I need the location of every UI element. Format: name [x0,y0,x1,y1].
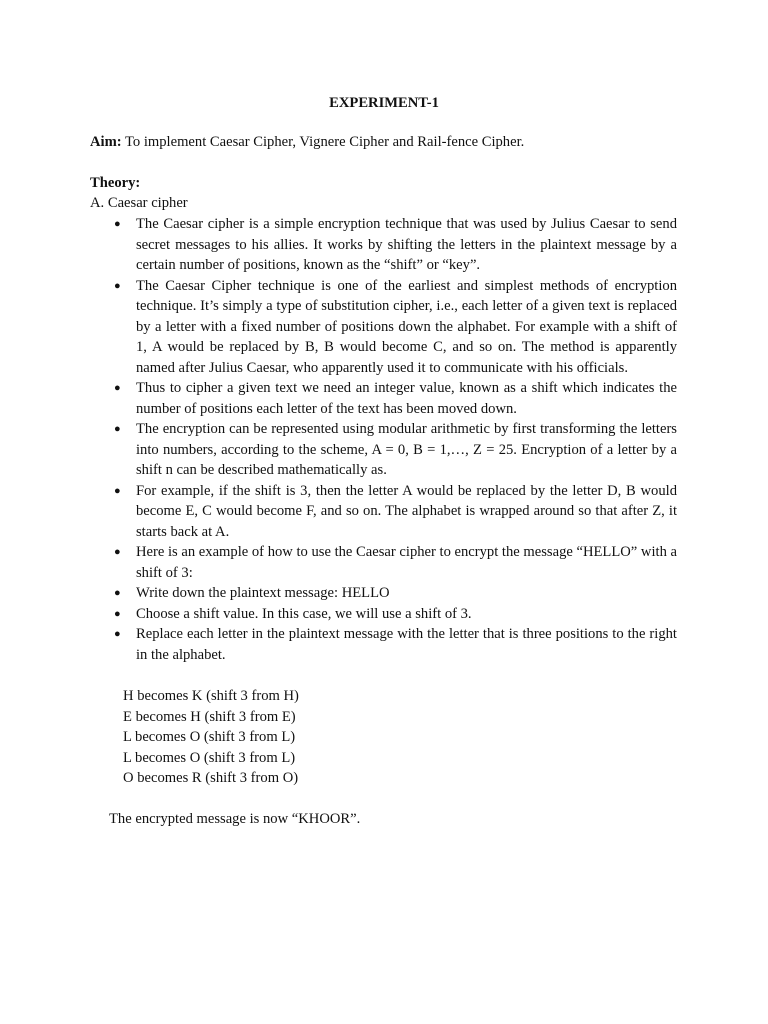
theory-bullet-list [136,214,677,665]
page-title: EXPERIMENT-1 [329,95,439,111]
bullet-item: ● Replace each letter in the plaintext message with the letter that is three positions to the right in the alphabet. [136,624,677,665]
aim-text: To implement Caesar Cipher, Vignere Cipher and Rail-fence Cipher. [121,134,525,150]
bullet-item: ● Choose a shift value. In this case, we will use a shift of 3. [136,604,677,625]
aim-label: Aim: [90,134,122,150]
bullet-item: ● The encryption can be represented using modular arithmetic by first transforming the letters into numbers, according to the scheme, A = 0, B = 1,…, Z = 25. Encryption of a letter by a shift n can be described mathematically as. [136,419,677,481]
encrypted-result: The encrypted message is now “KHOOR”. [109,811,361,827]
shift-example-line: E becomes H (shift 3 from E) [123,708,296,725]
shift-example-line: L becomes O (shift 3 from L) [123,749,296,766]
shift-example-line: H becomes K (shift 3 from H) [123,688,299,704]
bullet-item: ● Write down the plaintext message: HELLO [136,583,677,604]
bullet-item: ● The Caesar cipher is a simple encryption technique that was used by Julius Caesar to send secret messages to his allies. It works by shifting the letters in the plaintext message by a certain number of positions, known as the “shift” or “key”. [136,214,677,276]
bullet-item: ● The Caesar Cipher technique is one of the earliest and simplest methods of encryption technique. It’s simply a type of substitution cipher, i.e., each letter of a given text is replaced by a letter with a fixed number of positions down the alphabet. For example with a shift of 1, A would be replaced by B, B would become C, and so on. The method is apparently named after Julius Caesar, who apparently used it to communicate with his officials. [136,276,677,379]
section-heading-caesar: A. Caesar cipher [90,195,188,211]
shift-example-list [123,686,299,789]
aim-paragraph [90,132,524,152]
theory-heading: Theory: [90,175,141,191]
shift-example-line: L becomes O (shift 3 from L) [123,729,296,745]
bullet-item: ● Here is an example of how to use the Caesar cipher to encrypt the message “HELLO” with a shift of 3: [136,542,677,583]
bullet-item: ● For example, if the shift is 3, then the letter A would be replaced by the letter D, B would become E, C would become F, and so on. The alphabet is wrapped around so that after Z, it starts back at A. [136,481,677,543]
shift-example-line: O becomes R (shift 3 from O) [123,770,299,786]
bullet-item: ● Thus to cipher a given text we need an integer value, known as a shift which indicates the number of positions each letter of the text has been moved down. [136,378,677,419]
